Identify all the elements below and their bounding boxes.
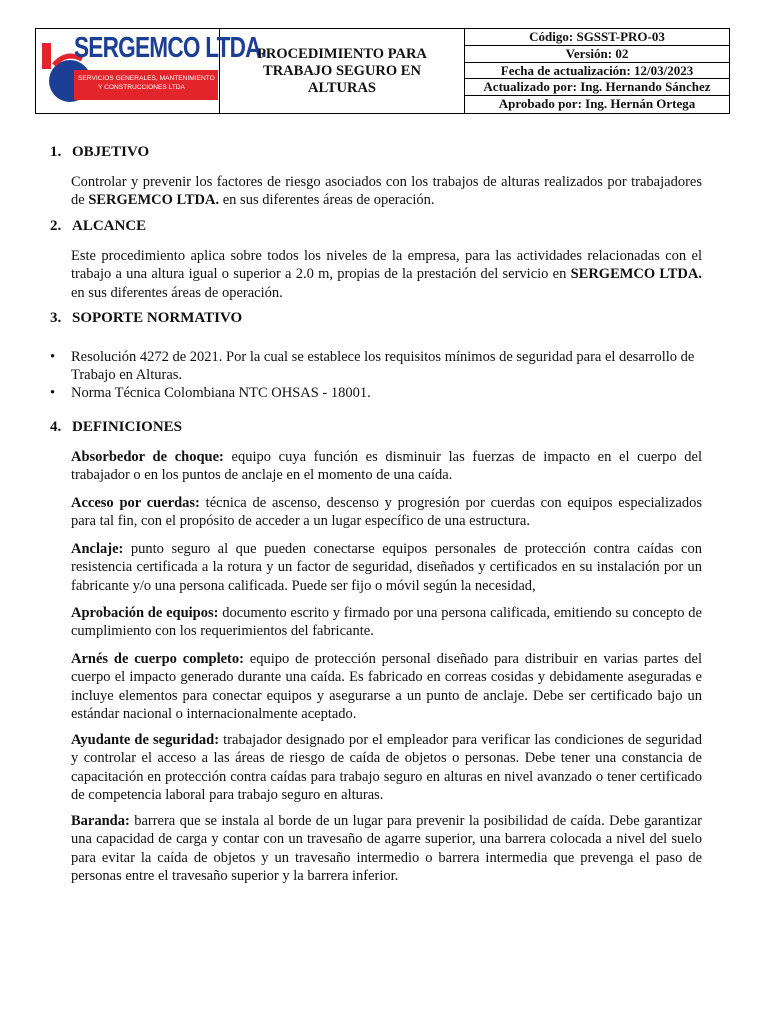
section-number: 2.	[50, 218, 62, 234]
section-3-heading	[50, 310, 242, 327]
definition-term: Aprobación de equipos:	[71, 605, 219, 621]
definition-text: documento escrito y firmado por una persona calificada, emitiendo su concepto de cumplimiento con los requerimientos del fabricante.	[71, 605, 702, 640]
section-4-heading	[50, 419, 182, 436]
section-title: OBJETIVO	[72, 144, 150, 160]
definition-text: trabajador designado por el empleador para verificar las condiciones de seguridad y controlar el acceso a las áreas de riesgo de caída de objetos o personas. Debe tener una constancia de capacitación en protección contra caídas para trabajo seguro en alturas en nivel avanzado o tener certificado de competencia laboral para trabajo seguro en alturas.	[71, 732, 702, 803]
paragraph-text: Este procedimiento aplica sobre todos los niveles de la empresa, para las actividades relacionadas con el trabajo a una altura igual o superior a 2.0 m, propias de la prestación del servicio en	[71, 248, 702, 283]
logo-tagline-band	[74, 70, 218, 100]
bullet-icon: •	[50, 349, 56, 365]
section-title: DEFINICIONES	[72, 419, 183, 435]
section-1-heading	[50, 144, 149, 161]
definition-item	[71, 812, 702, 885]
definition-term: Anclaje:	[71, 541, 124, 557]
definition-item	[71, 494, 702, 531]
definition-item	[71, 540, 702, 595]
version-field: Versión: 02	[465, 46, 729, 63]
document-control-info	[465, 29, 729, 113]
section-2-heading	[50, 218, 146, 235]
definition-item	[71, 650, 702, 723]
section-title: SOPORTE NORMATIVO	[72, 310, 243, 326]
actualizado-field: Actualizado por: Ing. Hernando Sánchez	[465, 79, 729, 96]
company-name: SERGEMCO LTDA.	[570, 266, 702, 283]
definition-text: equipo cuya función es disminuir las fuerzas de impacto en el cuerpo del trabajador o en los puntos de anclaje en el momento de una caída.	[71, 449, 703, 484]
definition-item	[71, 604, 702, 641]
paragraph-text: Controlar y prevenir los factores de riesgo asociados con los trabajos de alturas realizados por trabajadores de	[71, 174, 702, 209]
definition-term: Absorbedor de choque:	[71, 449, 224, 465]
document-header	[35, 28, 730, 114]
fecha-field: Fecha de actualización: 12/03/2023	[465, 63, 729, 80]
section-1-text	[71, 173, 702, 210]
list-item-text: Resolución 4272 de 2021. Por la cual se establece los requisitos mínimos de seguridad para el desarrollo de Trabajo en Alturas.	[71, 349, 695, 384]
logo-tagline-2: Y CONSTRUCCIONES LTDA	[98, 84, 185, 91]
document-title: PROCEDIMIENTO PARA TRABAJO SEGURO EN ALTURAS	[257, 45, 427, 96]
paragraph-text: en sus diferentes áreas de operación.	[219, 192, 435, 209]
company-logo	[36, 29, 267, 113]
definition-term: Acceso por cuerdas:	[71, 495, 200, 511]
definition-item	[71, 731, 702, 804]
definition-term: Arnés de cuerpo completo:	[71, 651, 244, 667]
section-2-text	[71, 247, 702, 302]
definition-text: punto seguro al que pueden conectarse equipos personales de protección contra caídas con resistencia certificada a la rotura y un factor de seguridad, diseñados y certificados en su instalación por un fabricante y/o una persona calificada. Puede ser fijo o móvil según la necesidad,	[71, 541, 702, 594]
section-number: 3.	[50, 310, 62, 326]
section-title: ALCANCE	[72, 218, 147, 234]
definition-term: Ayudante de seguridad:	[71, 732, 220, 748]
section-number: 1.	[50, 144, 62, 160]
definition-text: barrera que se instala al borde de un lugar para prevenir la posibilidad de caída. Debe garantizar una capacidad de carga y contar con un travesaño de agarre superior, una barrera colocada a nivel del suelo para evitar la caída de objetos y un travesaño intermedio o barrera intermedia que prevenga el paso de personas entre el travesaño superior y la barrera inferior.	[71, 813, 702, 884]
logo-wordmark: SERGEMCO LTDA.	[74, 32, 267, 64]
codigo-field: Código: SGSST-PRO-03	[465, 29, 729, 46]
company-name: SERGEMCO LTDA.	[88, 192, 220, 209]
definition-term: Baranda:	[71, 813, 130, 829]
section-number: 4.	[50, 419, 62, 435]
definition-text: técnica de ascenso, descenso y progresión por cuerdas con equipos especializados para tal fin, con el propósito de acceder a un lugar específico de una estructura.	[71, 495, 702, 530]
list-item-text: Norma Técnica Colombiana NTC OHSAS - 18001.	[71, 385, 371, 401]
document-title-cell	[220, 29, 465, 113]
definition-item	[71, 448, 702, 485]
aprobado-field: Aprobado por: Ing. Hernán Ortega	[498, 96, 696, 112]
paragraph-text: en sus diferentes áreas de operación.	[71, 284, 283, 301]
definition-text: equipo de protección personal diseñado para distribuir en varias partes del cuerpo el impacto generado durante una caída. Es fabricado en correas cosidas y debidamente aseguradas e incluye elementos para conectar equipos y asegurarse a un punto de anclaje. Debe ser certificado bajo un estándar nacional o internacionalmente aceptado.	[71, 651, 703, 722]
bullet-icon: •	[50, 385, 56, 401]
logo-tagline-1: SERVICIOS GENERALES, MANTENIMIENTO	[78, 75, 215, 82]
